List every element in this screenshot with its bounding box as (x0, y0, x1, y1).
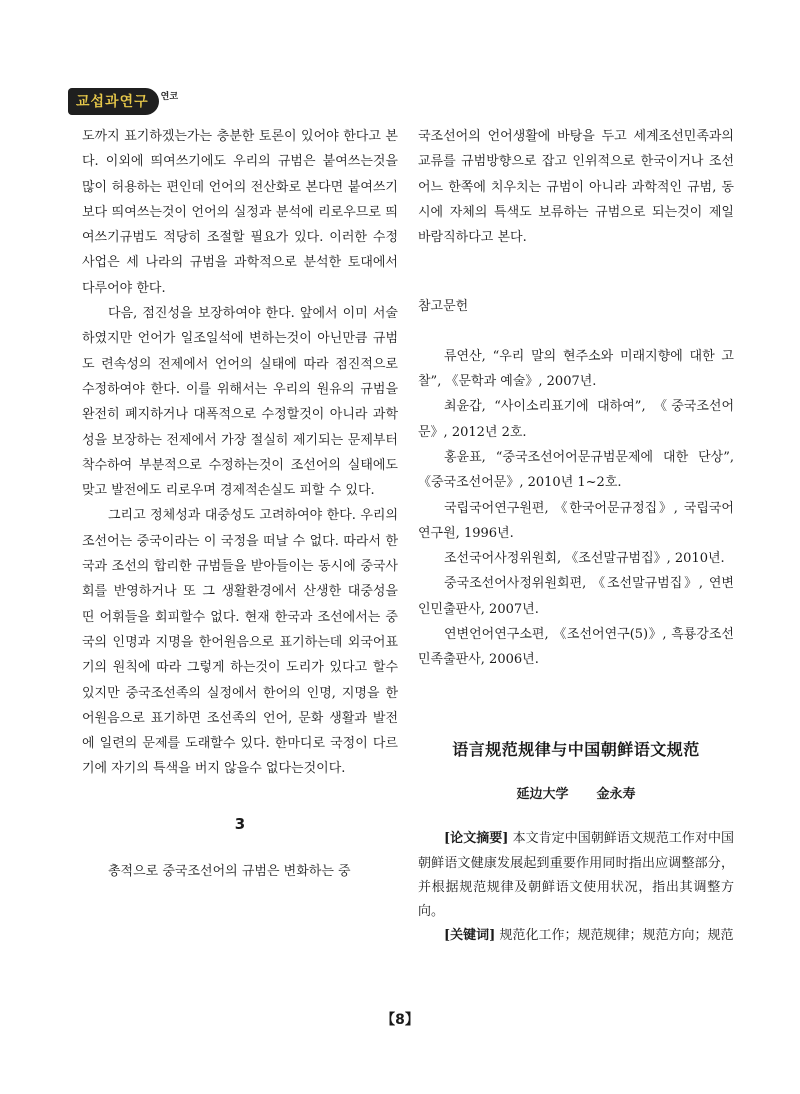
author-name: 金永寿 (596, 786, 636, 802)
body-paragraph: 다음, 점진성을 보장하여야 한다. 앞에서 이미 서술하였지만 언어가 일조일석에 변하는것이 아닌만큼 규범도 련속성의 전제에서 언어의 실태에 따라 점진적으로 수정하여야 한다. 이를 위해서는 우리의 원유의 규범을 완전히 폐지하거나 대폭적으로 수정할것이 아니라 과학성을 보장하는 전제에서 가장 절실히 제기되는 문제부터 착수하여 부분적으로 수정하는것이 조선어의 실태에도 맞고 발전에도 리로우며 경제적손실도 피할 수 있다. (82, 306, 398, 499)
references-list (418, 344, 734, 673)
keywords-text: 规范化工作；规范规律；规范方向；规范 (499, 928, 734, 944)
reference-item: 중국조선어사정위원회편, 《조선말규범집》, 연변인민출판사, 2007년. (418, 576, 734, 617)
chinese-author-line (418, 782, 734, 807)
author-affiliation: 延边大学 (516, 786, 569, 802)
reference-item: 류연산, “우리 말의 현주소와 미래지향에 대한 고찰”, 《문학과 예술》, 2007년. (418, 348, 734, 390)
page-number: 【8】 (381, 1012, 419, 1028)
body-paragraph: 총적으로 중국조선어의 규범은 변화하는 중 (108, 864, 351, 880)
section-number: 3 (234, 814, 246, 833)
body-paragraph: 도까지 표기하겠는가는 충분한 토론이 있어야 한다고 본다. 이외에 띄여쓰기에도 우리의 규범은 붙여쓰는것을 많이 허용하는 편인데 언어의 전산화로 본다면 붙여쓰기보다 띄여쓰는것이 언어의 실정과 분석에 리로우므로 띄여쓰기규범도 적당히 조절할 필요가 있다. 이러한 수정사업은 세 나라의 규범을 과학적으로 분석한 토대에서 다루어야 한다. (82, 129, 398, 296)
reference-item: 연변언어연구소편, 《조선어연구(5)》, 흑룡강조선민족출판사, 2006년. (418, 627, 734, 668)
left-column (82, 124, 398, 884)
reference-item: 최윤갑, “사이소리표기에 대하여”, 《중국조선어문》, 2012년 2호. (418, 399, 734, 440)
references-heading: 참고문헌 (418, 299, 469, 315)
reference-item: 국립국어연구원편, 《한국어문규정집》, 국립국어연구원, 1996년. (418, 500, 734, 541)
chinese-abstract (418, 827, 734, 924)
abstract-label: [论文摘要] (444, 831, 509, 847)
body-paragraph: 그리고 정체성과 대중성도 고려하여야 한다. 우리의 조선어는 중국이라는 이 국정을 떠날 수 없다. 따라서 한국과 조선의 합리한 규범들을 받아들이는 동시에 중국사회를 반영하거나 또 그 생활환경에서 산생한 대중성을 띤 어휘들을 회피할수 없다. 현재 한국과 조선에서는 중국의 인명과 지명을 한어원음으로 표기하는데 외국어표기의 원칙에 따라 그렇게 하는것이 도리가 있다고 할수 있지만 중국조선족의 실정에서 한어의 인명, 지명을 한어원음으로 표기하면 조선족의 언어, 문화 생활과 발전에 일련의 문제를 도래할수 있다. 한마디로 국정이 다르기에 자기의 특색을 버지 않을수 없다는것이다. (82, 508, 398, 777)
right-column (418, 124, 734, 949)
journal-badge: 교섭과연구 (68, 88, 159, 115)
abstract-text: 本文肯定中国朝鲜语文规范工作对中国朝鲜语文健康发展起到重要作用同时指出应调整部分，并根据规范规律及朝鲜语文使用状况，指出其调整方向。 (418, 831, 734, 920)
reference-item: 조선국어사정위원회, 《조선말규범집》, 2010년. (444, 551, 725, 567)
body-paragraph: 국조선어의 언어생활에 바탕을 두고 세계조선민족과의 교류를 규범방향으로 잡고 인위적으로 한국이거나 조선 어느 한쪽에 치우치는 규범이 아니라 과학적인 규범, 동시에 자체의 특색도 보류하는 규범으로 되는것이 제일 바람직하다고 본다. (418, 129, 734, 246)
chinese-keywords (418, 924, 734, 948)
journal-logo (68, 86, 178, 116)
keywords-label: [关键词] (444, 928, 496, 944)
journal-badge-tail: 연코 (160, 91, 179, 102)
chinese-title: 语言规范规律与中国朝鲜语文规范 (452, 739, 700, 759)
reference-item: 홍윤표, “중국조선어어문규범문제에 대한 단상”, 《중국조선어문》, 2010년 1~2호. (418, 449, 734, 491)
